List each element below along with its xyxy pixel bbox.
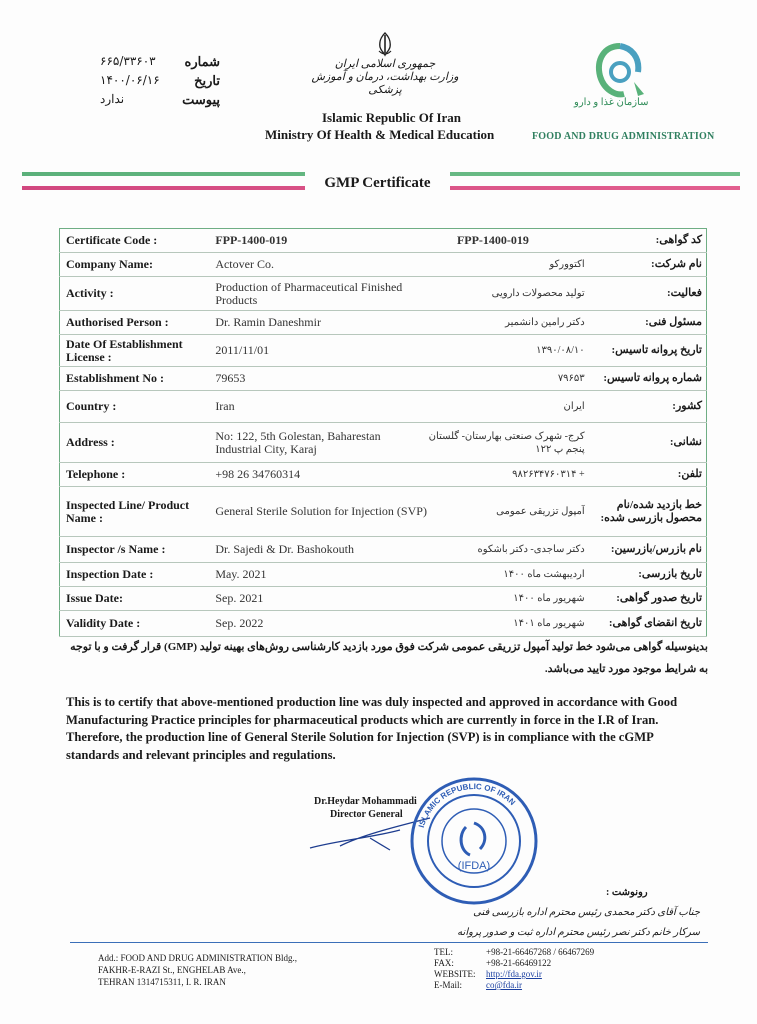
letter-meta — [100, 52, 220, 109]
row-value-en: +98 26 34760314 — [207, 463, 427, 487]
row-value-fa: ۱۳۹۰/۰۸/۱۰ — [427, 335, 587, 367]
row-label: Inspector /s Name : — [60, 537, 208, 563]
row-value-fa: FPP-1400-019 — [427, 229, 587, 253]
row-label: Date Of Establishment License : — [60, 335, 208, 367]
row-label-fa: کشور: — [587, 391, 707, 423]
iran-emblem-icon — [375, 31, 395, 57]
row-value-fa: شهریور ماه ۱۴۰۱ — [427, 611, 587, 637]
number-label: شماره — [184, 54, 220, 69]
row-label-fa: مسئول فنی: — [587, 311, 707, 335]
fa-title-line-2: وزارت بهداشت، درمان و آموزش پزشکی — [311, 71, 459, 96]
row-value-en: General Sterile Solution for Injection (SVP) — [207, 487, 427, 537]
row-value-fa: اکتوورکو — [427, 253, 587, 277]
table-row — [60, 423, 707, 463]
row-value-fa: + ۹۸۲۶۳۴۷۶۰۳۱۴ — [427, 463, 587, 487]
row-value-en: Sep. 2021 — [207, 587, 427, 611]
row-value-en: Production of Pharmaceutical Finished Products — [207, 277, 427, 311]
row-label: Authorised Person : — [60, 311, 208, 335]
fa-title-line-1: جمهوری اسلامی ایران — [334, 58, 436, 70]
row-label-fa: تاریخ صدور گواهی: — [587, 587, 707, 611]
row-label-fa: فعالیت: — [587, 277, 707, 311]
ministry-title: Ministry Of Health & Medical Education — [265, 127, 495, 142]
fax-value: +98-21-66469122 — [486, 958, 552, 968]
table-row — [60, 367, 707, 391]
row-value-en: Dr. Ramin Daneshmir — [207, 311, 427, 335]
row-value-fa: تولید محصولات دارویی — [427, 277, 587, 311]
en-certification-paragraph: This is to certify that above-mentioned production line was duly inspected and approved in accordance with Good Manufacturing Practice principles for pharmaceutical products which are currently in force in the I.R of Iran. Therefore, the production line of General Sterile Solution for Injection (SVP) is in compliance with the cGMP standards and relevant principles and regulations. — [66, 695, 678, 762]
date-value: ۱۴۰۰/۰۶/۱۶ — [100, 73, 160, 87]
row-label-fa: تاریخ بازرسی: — [587, 563, 707, 587]
row-value-fa: ۷۹۶۵۳ — [427, 367, 587, 391]
row-label: Issue Date: — [60, 587, 208, 611]
row-value-fa: شهریور ماه ۱۴۰۰ — [427, 587, 587, 611]
row-label: Certificate Code : — [60, 229, 208, 253]
address-line-3: TEHRAN 1314715311, I. R. IRAN — [98, 977, 226, 987]
address-line-2: FAKHR-E-RAZI St., ENGHELAB Ave., — [98, 965, 246, 975]
website-link[interactable]: http://fda.gov.ir — [486, 969, 542, 979]
row-label: Inspected Line/ Product Name : — [60, 487, 208, 537]
row-label-fa: شماره پروانه تاسیس: — [587, 367, 707, 391]
row-value-fa: آمپول تزریقی عمومی — [427, 487, 587, 537]
fa-certification-paragraph: بدینوسیله گواهی می‌شود خط تولید آمپول تزریقی عمومی شرکت فوق مورد بازدید کارشناسی روش‌های بهینه تولید (GMP) قرار گرفت و با توجه به شرایط موجود مورد تایید می‌باشد. — [70, 641, 708, 675]
row-label-fa: تاریخ انقضای گواهی: — [587, 611, 707, 637]
table-row — [60, 311, 707, 335]
row-value-fa: ایران — [427, 391, 587, 423]
table-row — [60, 563, 707, 587]
table-row — [60, 253, 707, 277]
certificate-table — [59, 228, 707, 637]
attachment-label: پیوست — [182, 92, 220, 107]
fax-label: FAX: — [434, 958, 454, 968]
footer-divider — [70, 942, 708, 943]
row-label-fa: نام بازرس/بازرسین: — [587, 537, 707, 563]
row-label-fa: خط بازدید شده/نام محصول بازرسی شده: — [587, 487, 707, 537]
row-value-en: Sep. 2022 — [207, 611, 427, 637]
row-value-fa: کرج- شهرک صنعتی بهارستان- گلستان پنجم پ ۱۲۲ — [427, 423, 587, 463]
table-row — [60, 487, 707, 537]
stamp-ring-text: ISLAMIC REPUBLIC OF IRAN — [416, 781, 518, 829]
date-label: تاریخ — [194, 73, 220, 88]
ministry-fa-title — [300, 58, 470, 97]
row-label: Validity Date : — [60, 611, 208, 637]
row-label-fa: تلفن: — [587, 463, 707, 487]
stamp-center-text: (IFDA) — [457, 860, 491, 872]
copies-line-2: سرکار خانم دکتر نصر رئیس محترم اداره ثبت و صدور پروانه — [457, 927, 700, 938]
table-row — [60, 335, 707, 367]
table-row — [60, 229, 707, 253]
row-label: Inspection Date : — [60, 563, 208, 587]
row-value-en: FPP-1400-019 — [207, 229, 427, 253]
row-label: Country : — [60, 391, 208, 423]
row-value-en: Dr. Sajedi & Dr. Bashokouth — [207, 537, 427, 563]
row-value-en: Actover Co. — [207, 253, 427, 277]
copies-label: رونوشت : — [606, 887, 648, 898]
tel-label: TEL: — [434, 947, 453, 957]
table-row — [60, 391, 707, 423]
row-label: Address : — [60, 423, 208, 463]
row-value-en: 2011/11/01 — [207, 335, 427, 367]
email-label: E-Mail: — [434, 980, 462, 990]
country-title: Islamic Republic Of Iran — [322, 110, 462, 125]
address-line-1: Add.: FOOD AND DRUG ADMINISTRATION Bldg., — [98, 953, 298, 963]
ifda-logo-fa-text: سازمان غذا و دارو — [574, 97, 649, 108]
tel-value: +98-21-66467268 / 66467269 — [486, 947, 595, 957]
table-row — [60, 463, 707, 487]
table-row — [60, 537, 707, 563]
footer-address — [98, 952, 297, 988]
copies-line-1: جناب آقای دکتر محمدی رئیس محترم اداره بازرسی فنی — [473, 907, 700, 918]
row-label-fa: تاریخ پروانه تاسیس: — [587, 335, 707, 367]
row-label-fa: نام شرکت: — [587, 253, 707, 277]
attachment-value: ندارد — [100, 92, 125, 106]
row-label: Activity : — [60, 277, 208, 311]
table-row — [60, 611, 707, 637]
number-value: ۶۶۵/۳۳۶۰۳ — [100, 54, 156, 68]
row-value-en: 79653 — [207, 367, 427, 391]
row-value-en: Iran — [207, 391, 427, 423]
email-link[interactable]: co@fda.ir — [486, 980, 523, 990]
row-label-fa: نشانی: — [587, 423, 707, 463]
row-value-en: May. 2021 — [207, 563, 427, 587]
row-value-fa: دکتر رامین دانشمیر — [427, 311, 587, 335]
fda-org-name: FOOD AND DRUG ADMINISTRATION — [532, 131, 715, 142]
row-value-fa: دکتر ساجدی- دکتر باشکوه — [427, 537, 587, 563]
row-label: Establishment No : — [60, 367, 208, 391]
table-row — [60, 277, 707, 311]
certificate-title: GMP Certificate — [305, 172, 450, 194]
row-label: Company Name: — [60, 253, 208, 277]
website-label: WEBSITE: — [434, 969, 476, 979]
signatory-name: Dr.Heydar Mohammadi — [314, 796, 417, 807]
row-value-fa: اردیبهشت ماه ۱۴۰۰ — [427, 563, 587, 587]
row-label-fa: کد گواهی: — [587, 229, 707, 253]
table-row — [60, 587, 707, 611]
row-label: Telephone : — [60, 463, 208, 487]
signatory-title: Director General — [330, 809, 403, 820]
row-value-en: No: 122, 5th Golestan, Baharestan Industrial City, Karaj — [207, 423, 427, 463]
official-stamp-icon — [408, 775, 540, 907]
footer-contacts — [434, 947, 594, 991]
